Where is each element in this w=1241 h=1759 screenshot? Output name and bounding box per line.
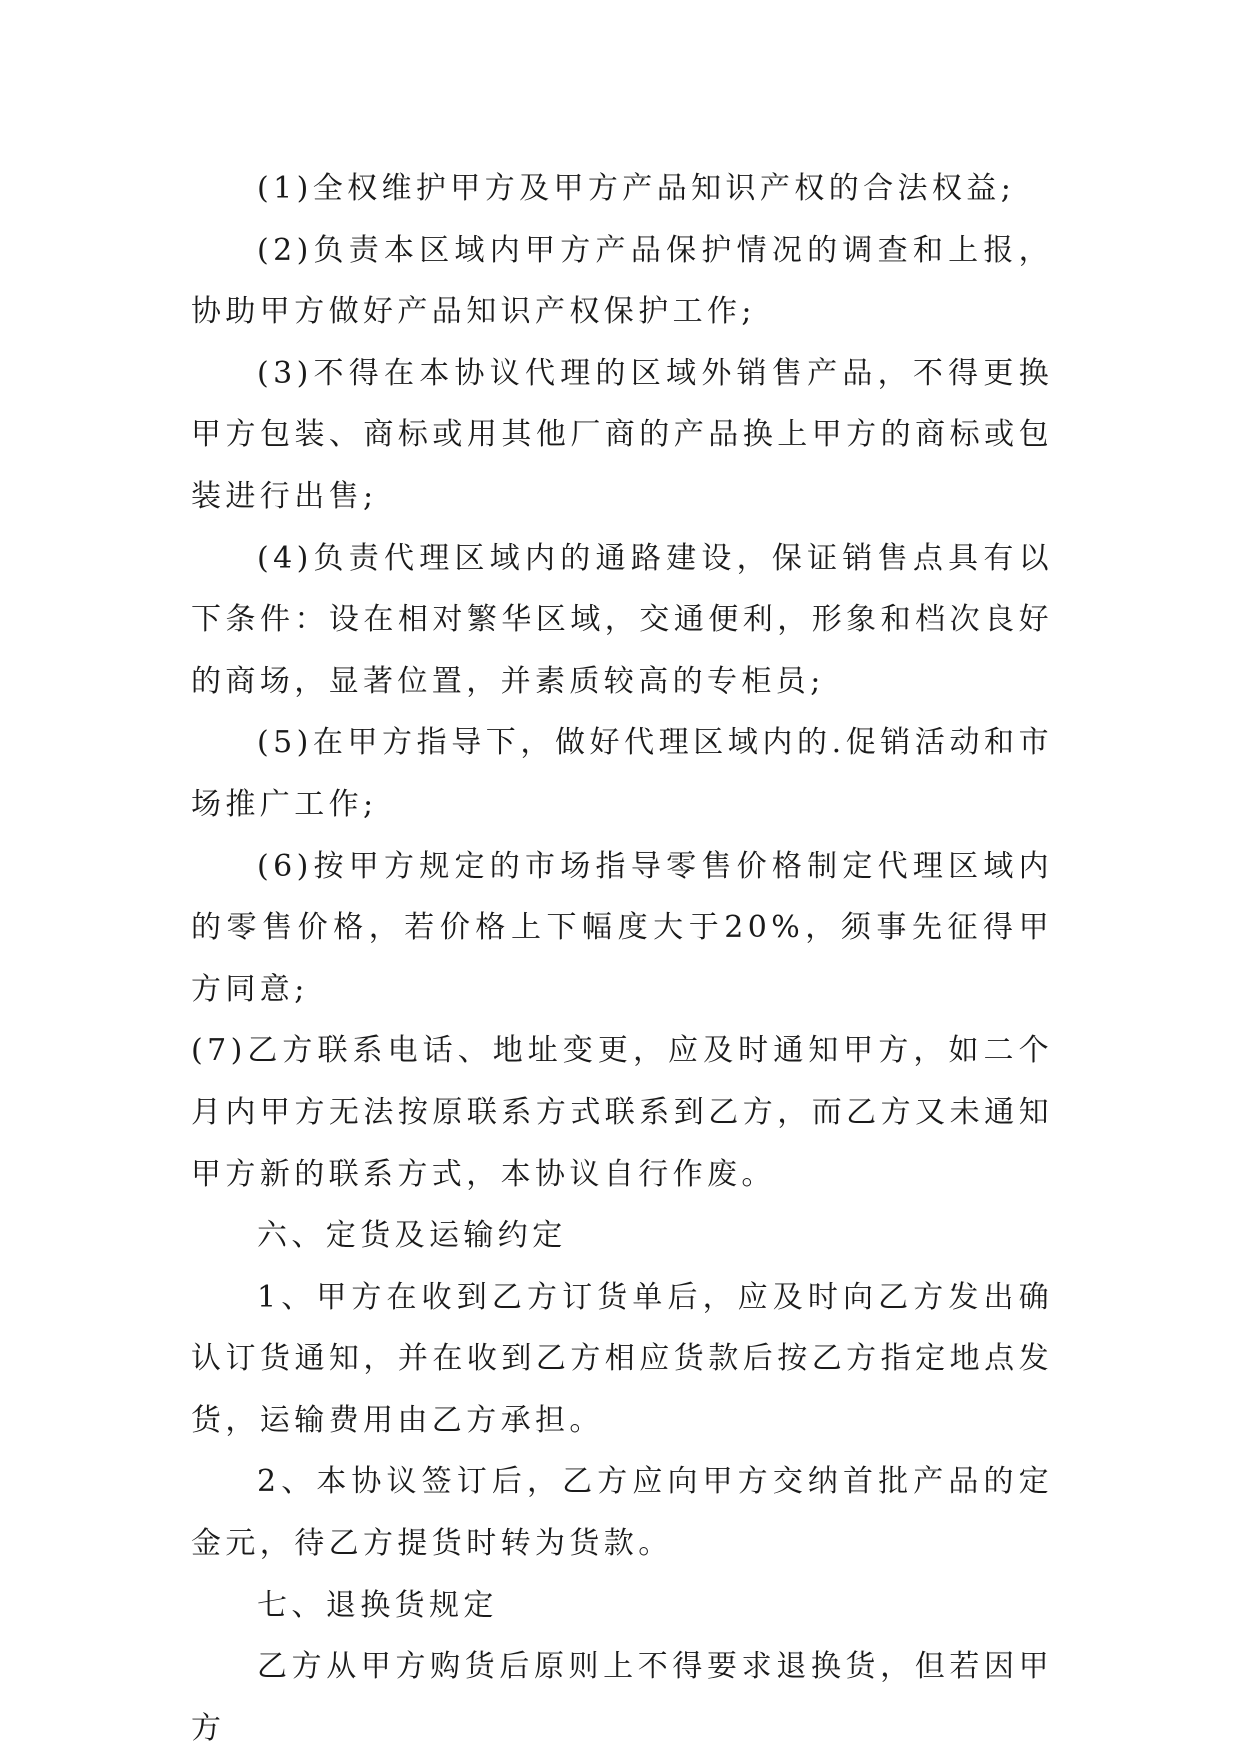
return-clause: 乙方从甲方购货后原则上不得要求退换货，但若因甲方 <box>191 1649 1053 1746</box>
clause-4: (4)负责代理区域内的通路建设，保证销售点具有以下条件：设在相对繁华区域，交通便利，形象和档次良好的商场，显著位置，并素质较高的专柜员; <box>191 540 1053 699</box>
section-heading-7: 七、退换货规定 <box>257 1587 498 1623</box>
clause-7: (7)乙方联系电话、地址变更，应及时通知甲方，如二个月内甲方无法按原联系方式联系到乙方，而乙方又未通知甲方新的联系方式，本协议自行作废。 <box>191 1033 1053 1192</box>
order-clause-1: 1、甲方在收到乙方订货单后，应及时向乙方发出确认订货通知，并在收到乙方相应货款后按乙方指定地点发货，运输费用由乙方承担。 <box>191 1279 1053 1438</box>
clause-6: (6)按甲方规定的市场指导零售价格制定代理区域内的零售价格，若价格上下幅度大于20%，须事先征得甲方同意; <box>191 848 1053 1007</box>
clause-2: (2)负责本区域内甲方产品保护情况的调查和上报，协助甲方做好产品知识产权保护工作; <box>191 232 1053 330</box>
clause-1: (1)全权维护甲方及甲方产品知识产权的合法权益; <box>257 171 1016 206</box>
order-clause-2: 2、本协议签订后，乙方应向甲方交纳首批产品的定金元，待乙方提货时转为货款。 <box>191 1464 1053 1562</box>
clause-5: (5)在甲方指导下，做好代理区域内的.促销活动和市场推广工作; <box>191 725 1053 822</box>
section-heading-6: 六、定货及运输约定 <box>257 1218 567 1254</box>
clause-3: (3)不得在本协议代理的区域外销售产品，不得更换甲方包装、商标或用其他厂商的产品换上甲方的商标或包装进行出售; <box>191 355 1053 514</box>
document-body <box>191 158 1053 1759</box>
